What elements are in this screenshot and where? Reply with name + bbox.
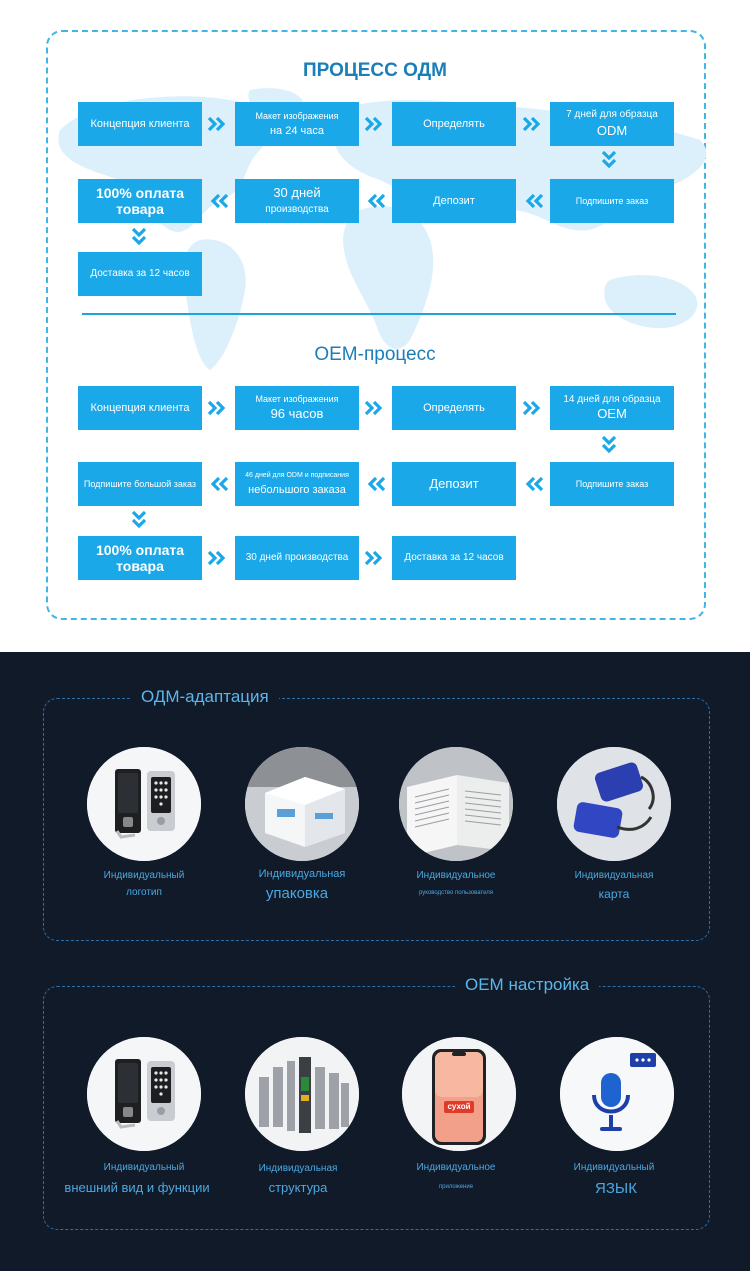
odm-item-3-line1: Индивидуальное [416, 870, 496, 881]
oem-step-sign [550, 462, 674, 506]
step-label: Подпишите большой заказ [83, 478, 197, 489]
step-label: Доставка за 12 часов [90, 268, 190, 280]
oem-step-deposit [392, 462, 516, 506]
oem-custom-title: ОЕМ настройка [455, 975, 599, 995]
arrow-right-icon [364, 400, 386, 416]
odm-item-4-line1: Индивидуальная [574, 870, 654, 881]
arrow-left-icon [207, 476, 229, 492]
oem-step-mockup [235, 386, 359, 430]
step-label-line2: небольшого заказа [248, 483, 346, 496]
step-label: Концепция клиента [90, 117, 190, 130]
oem-item-1-line2: внешний вид и функции [64, 1180, 210, 1195]
odm-step-define [392, 102, 516, 146]
step-label-line2: на 24 часа [269, 124, 324, 137]
oem-item-1-line1: Индивидуальный [103, 1162, 185, 1173]
odm-item-1-line1: Индивидуальный [103, 870, 185, 881]
key-card-icon [557, 747, 671, 861]
oem-item-4-line2: ЯЗЫК [595, 1180, 637, 1197]
arrow-down-icon [601, 435, 617, 457]
microphone-icon [560, 1037, 674, 1151]
oem-step-payment [78, 536, 202, 580]
step-label-line1: 46 дней для ODM и подписания [245, 471, 349, 479]
step-label-line1: Макет изображения [255, 110, 339, 121]
arrow-left-icon [207, 193, 229, 209]
oem-step-define [392, 386, 516, 430]
step-label-line1: Макет изображения [255, 393, 339, 404]
odm-step-mockup [235, 102, 359, 146]
step-label-line2: ODM [596, 122, 628, 138]
oem-step-sample [550, 386, 674, 430]
step-label-line1: 100% оплата [95, 541, 185, 558]
odm-item-1-line2: логотип [126, 887, 162, 898]
arrow-down-icon [131, 510, 147, 532]
oem-step-production [235, 536, 359, 580]
smartphone-app-icon [402, 1037, 516, 1151]
door-lock-icon [87, 1037, 201, 1151]
odm-custom-title: ОДМ-адаптация [131, 687, 279, 707]
step-label: Доставка за 12 часов [404, 552, 504, 564]
oem-item-2-line1: Индивидуальная [258, 1163, 338, 1174]
oem-item-3-line1: Индивидуальное [416, 1162, 496, 1173]
odm-item-4-line2: карта [598, 887, 630, 901]
oem-step-small-order [235, 462, 359, 506]
odm-step-payment [78, 179, 202, 223]
oem-item-2-line2: структура [268, 1180, 328, 1195]
step-label: Депозит [429, 475, 479, 491]
arrow-left-icon [364, 476, 386, 492]
step-label: Подпишите заказ [575, 195, 649, 206]
oem-process-title: ОЕМ-процесс [314, 344, 436, 365]
arrow-right-icon [364, 550, 386, 566]
odm-item-2-line2: упаковка [265, 885, 329, 902]
odm-step-sign [550, 179, 674, 223]
arrow-left-icon [522, 476, 544, 492]
arrow-right-icon [207, 116, 229, 132]
oem-step-sign-big [78, 462, 202, 506]
user-manual-icon [399, 747, 513, 861]
oem-step-delivery [392, 536, 516, 580]
app-logo-label: сухой [447, 1102, 471, 1111]
odm-step-delivery [78, 252, 202, 296]
step-label-line1: 30 дней [273, 185, 321, 201]
step-label: Подпишите заказ [575, 478, 649, 489]
oem-item-4-line1: Индивидуальный [573, 1162, 655, 1173]
odm-process-title: ПРОЦЕСС ОДМ [302, 60, 448, 81]
packaging-box-icon [245, 747, 359, 861]
step-label: Определять [423, 117, 485, 130]
oem-item-3-line2: приложение [438, 1184, 474, 1190]
step-label: Депозит [433, 194, 475, 207]
arrow-right-icon [207, 400, 229, 416]
arrow-down-icon [601, 150, 617, 172]
step-label-line1: 7 дней для образца [566, 109, 658, 121]
odm-item-2-line1: Индивидуальная [258, 868, 346, 880]
arrow-left-icon [364, 193, 386, 209]
arrow-right-icon [522, 400, 544, 416]
lock-parts-icon [245, 1037, 359, 1151]
arrow-left-icon [522, 193, 544, 209]
odm-step-production [235, 179, 359, 223]
odm-step-deposit [392, 179, 516, 223]
oem-step-concept [78, 386, 202, 430]
door-lock-icon [87, 747, 201, 861]
step-label: Концепция клиента [90, 401, 190, 414]
customization-section [0, 652, 750, 1271]
step-label-line2: 96 часов [270, 406, 324, 422]
arrow-down-icon [131, 227, 147, 249]
step-label-line1: 14 дней для образца [563, 393, 661, 405]
arrow-right-icon [522, 116, 544, 132]
step-label-line1: 100% оплата [95, 184, 185, 201]
step-label-line2: производства [265, 204, 329, 216]
step-label-line2: OEM [597, 406, 627, 422]
section-divider [82, 313, 676, 315]
odm-step-sample [550, 102, 674, 146]
step-label-line2: товара [116, 201, 164, 217]
step-label: Определять [423, 401, 485, 414]
odm-step-concept [78, 102, 202, 146]
arrow-right-icon [364, 116, 386, 132]
step-label: 30 дней производства [245, 552, 349, 564]
odm-item-3-line2: руководство пользователя [419, 890, 493, 896]
arrow-right-icon [207, 550, 229, 566]
step-label-line2: товара [116, 558, 164, 574]
